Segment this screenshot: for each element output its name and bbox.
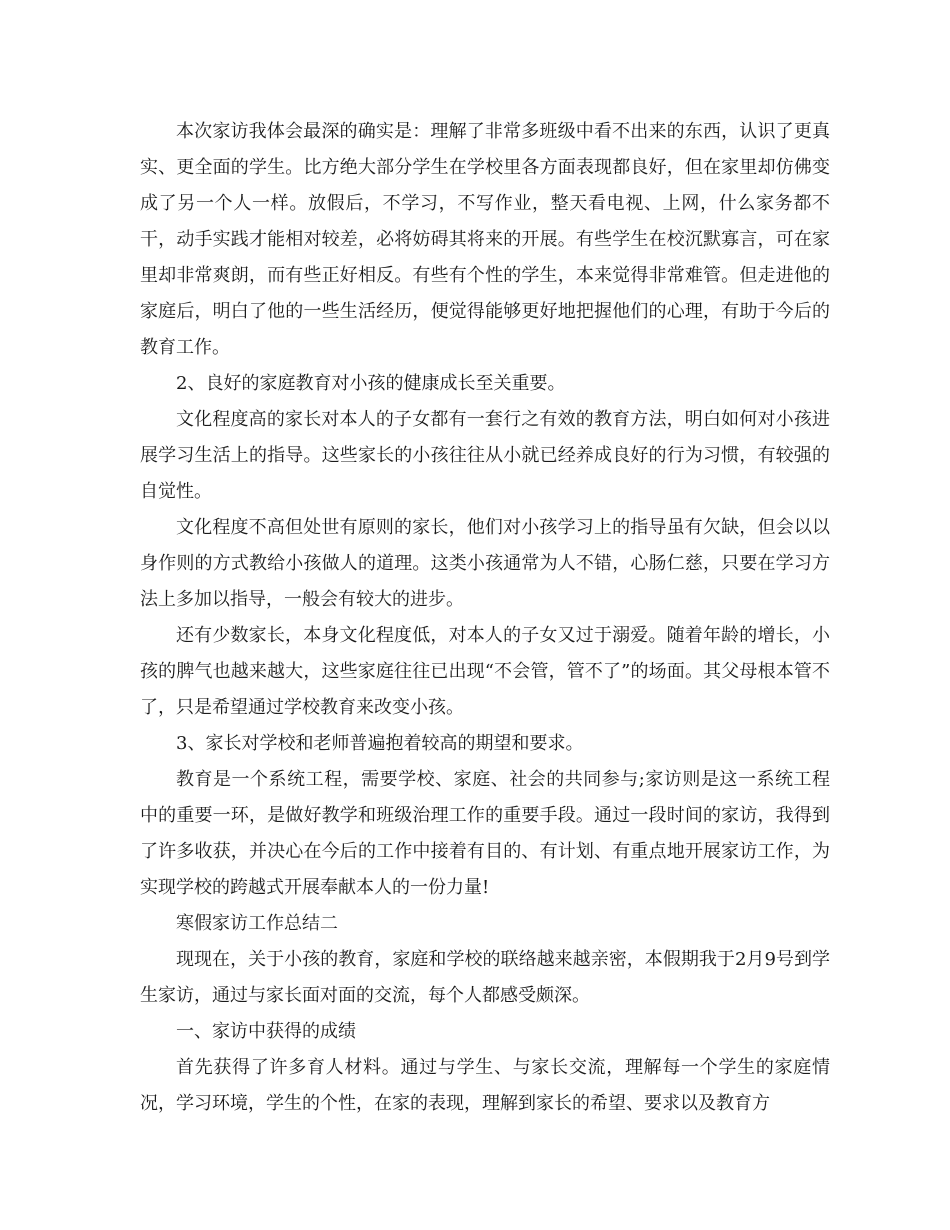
document-body: [140, 114, 830, 1122]
section-heading-2: 2、良好的家庭教育对小孩的健康成长至关重要。: [176, 373, 566, 394]
section-heading-achievements: 一、家访中获得的成绩: [176, 1021, 356, 1042]
paragraph-3: 文化程度不高但处世有原则的家长，他们对小孩学习上的指导虽有欠缺，但会以以身作则的方式教给小孩做人的道理。这类小孩通常为人不错，心肠仁慈，只要在学习方法上多加以指导，一般会有较大的进步。: [140, 517, 830, 610]
paragraph-4: 还有少数家长，本身文化程度低，对本人的子女又过于溺爱。随着年龄的增长，小孩的脾气也越来越大，这些家庭往往已出现“不会管，管不了”的场面。其父母根本管不了，只是希望通过学校教育来改变小孩。: [140, 625, 830, 718]
paragraph-6: 现现在，关于小孩的教育，家庭和学校的联络越来越亲密，本假期我于2月9号到学生家访，通过与家长面对面的交流，每个人都感受颇深。: [140, 949, 830, 1006]
paragraph-2: 文化程度高的家长对本人的子女都有一套行之有效的教育方法，明白如何对小孩进展学习生活上的指导。这些家长的小孩往往从小就已经养成良好的行为习惯，有较强的自觉性。: [140, 409, 830, 502]
paragraph-1: 本次家访我体会最深的确实是：理解了非常多班级中看不出来的东西，认识了更真实、更全面的学生。比方绝大部分学生在学校里各方面表现都良好，但在家里却仿佛变成了另一个人一样。放假后，不学习，不写作业，整天看电视、上网，什么家务都不干，动手实践才能相对较差，必将妨碍其将来的开展。有些学生在校沉默寡言，可在家里却非常爽朗，而有些正好相反。有些有个性的学生，本来觉得非常难管。但走进他的家庭后，明白了他的一些生活经历，便觉得能够更好地把握他们的心理，有助于今后的教育工作。: [140, 121, 830, 358]
paragraph-7: 首先获得了许多育人材料。通过与学生、与家长交流，理解每一个学生的家庭情况，学习环境，学生的个性，在家的表现，理解到家长的希望、要求以及教育方: [140, 1057, 830, 1114]
paragraph-5: 教育是一个系统工程，需要学校、家庭、社会的共同参与;家访则是这一系统工程中的重要一环，是做好教学和班级治理工作的重要手段。通过一段时间的家访，我得到了许多收获，并决心在今后的工作中接着有目的、有计划、有重点地开展家访工作，为实现学校的跨越式开展奉献本人的一份力量!: [140, 769, 830, 898]
section-heading-3: 3、家长对学校和老师普遍抱着较高的期望和要求。: [176, 733, 584, 754]
title-summary-two: 寒假家访工作总结二: [176, 913, 338, 934]
